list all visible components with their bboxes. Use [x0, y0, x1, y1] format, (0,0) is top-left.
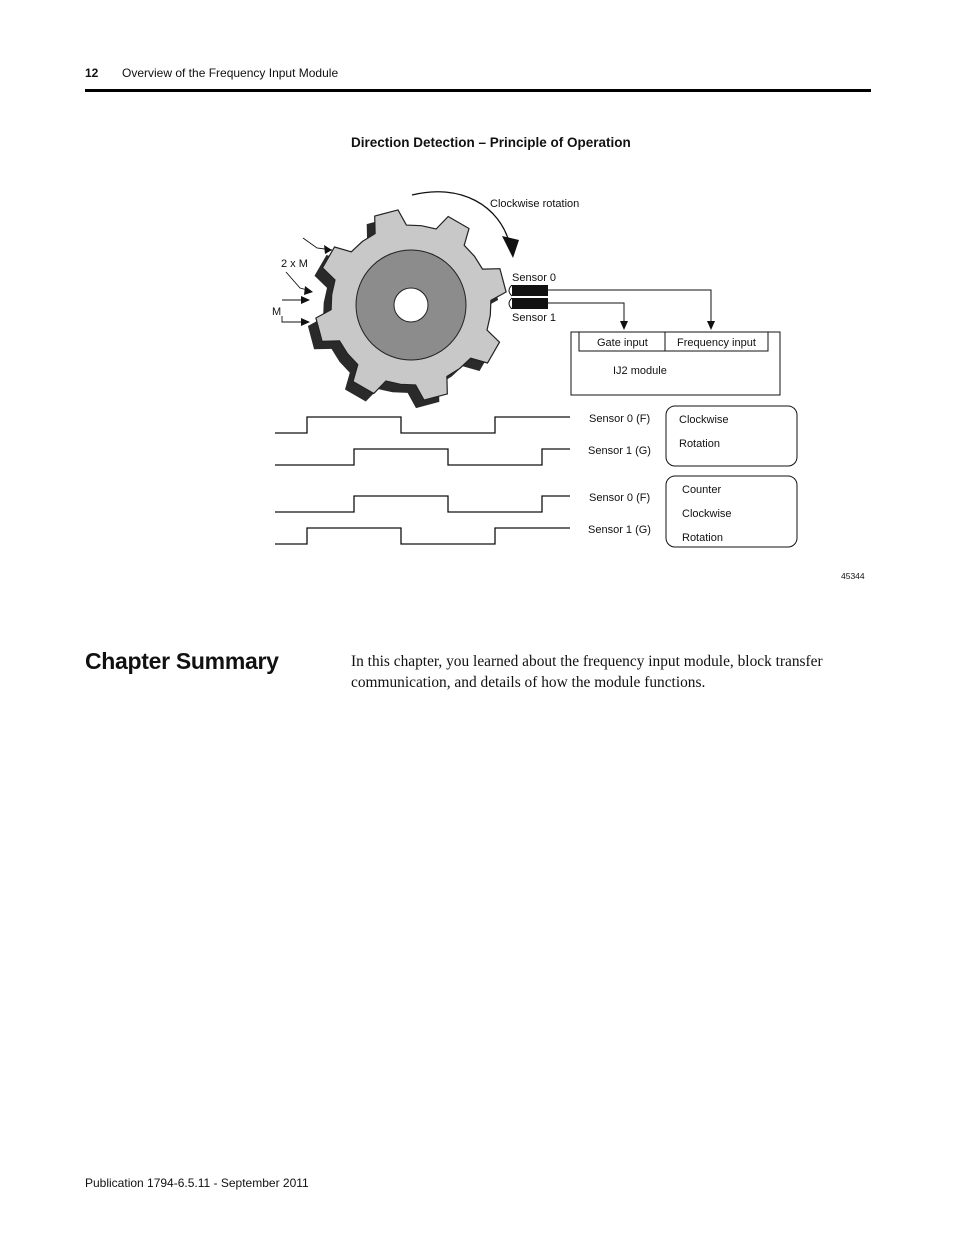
frequency-input-label: Frequency input: [677, 337, 756, 349]
ccw-result-line1: Counter: [682, 484, 722, 496]
ij2-module-label: IJ2 module: [613, 365, 667, 377]
sensor1-label: Sensor 1: [512, 312, 557, 324]
sensor1-wire-arrow-icon: [620, 321, 628, 330]
ccw-result-line3: Rotation: [682, 532, 723, 544]
m-leader-bottom: [282, 316, 302, 322]
sensor0-label: Sensor 0: [512, 272, 557, 284]
sensor1-tip: [509, 298, 512, 309]
waveform-ccw-sensor0: [275, 496, 570, 512]
cw-sensor0-label: Sensor 0 (F): [589, 413, 651, 425]
gear-bore: [394, 288, 428, 322]
m-arrow-top-icon: [301, 296, 310, 304]
ccw-sensor0-label: Sensor 0 (F): [589, 492, 651, 504]
sensor0-wire: [548, 290, 711, 322]
two-m-arrow-bottom-icon: [304, 286, 313, 295]
waveform-ccw-sensor1: [275, 528, 570, 544]
clockwise-rotation-label: Clockwise rotation: [490, 198, 580, 210]
waveform-cw-sensor0: [275, 417, 570, 433]
two-m-label: 2 x M: [281, 258, 308, 270]
section-body: In this chapter, you learned about the frequency input module, block transfer communication, and details of how the module functions.: [351, 653, 823, 691]
m-arrow-bottom-icon: [301, 318, 310, 326]
waveform-cw-sensor1: [275, 449, 570, 465]
sensor0-body: [512, 285, 548, 296]
rotation-arrowhead-icon: [502, 236, 519, 258]
clockwise-result-line1: Clockwise: [679, 414, 729, 426]
clockwise-result-line2: Rotation: [679, 438, 720, 450]
running-header: Overview of the Frequency Input Module: [122, 66, 339, 80]
ccw-result-line2: Clockwise: [682, 508, 732, 520]
m-label: M: [272, 306, 282, 318]
sensor1-wire: [548, 303, 624, 322]
sensor1-body: [512, 298, 548, 309]
sensor0-tip: [509, 285, 512, 296]
direction-detection-figure: [0, 0, 954, 600]
cw-sensor1-label: Sensor 1 (G): [588, 445, 651, 457]
sensor0-wire-arrow-icon: [707, 321, 715, 330]
page-number: 12: [85, 66, 99, 80]
figure-title: Direction Detection – Principle of Operation: [351, 135, 631, 150]
section-title: Chapter Summary: [85, 648, 279, 674]
gate-input-label: Gate input: [597, 337, 648, 349]
figure-number: 45344: [841, 571, 865, 581]
publication-footer: Publication 1794-6.5.11 - September 2011: [85, 1176, 309, 1190]
ccw-sensor1-label: Sensor 1 (G): [588, 524, 651, 536]
